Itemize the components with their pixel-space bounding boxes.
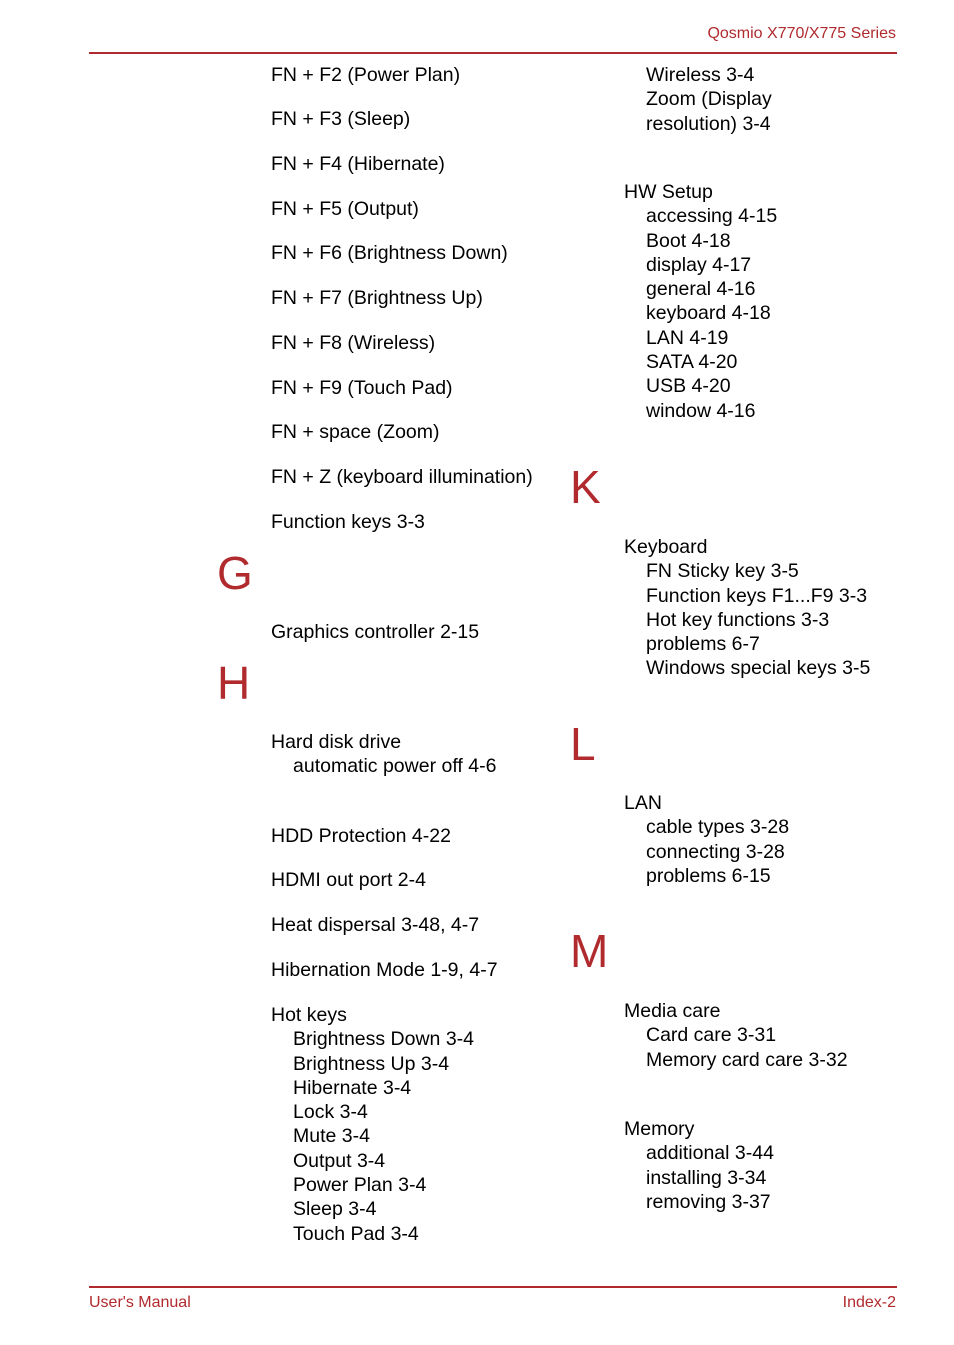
index-entry: HDMI out port 2-4 [271,869,426,891]
section-letter-k: K [570,461,601,513]
index-subentry: installing 3-34 [646,1166,767,1189]
section-letter-h: H [217,657,251,709]
index-subentry: Memory card care 3-32 [646,1048,848,1071]
footer-manual-title: User's Manual [89,1294,191,1311]
index-subentry: problems 6-7 [646,633,760,656]
index-subentry: Function keys F1...F9 3-3 [646,584,868,607]
index-subentry: accessing 4-15 [646,205,778,228]
index-subentry: Windows special keys 3-5 [646,657,871,680]
index-subentry: Card care 3-31 [646,1024,777,1047]
index-entry: FN + F8 (Wireless) [271,332,436,354]
index-entry: Heat dispersal 3-48, 4-7 [271,914,480,936]
index-entry: FN + space (Zoom) [271,421,440,443]
index-entry: Hibernation Mode 1-9, 4-7 [271,959,498,981]
index-entry: HDD Protection 4-22 [271,825,451,847]
footer-page-number: Index-2 [842,1294,896,1311]
index-subentry: connecting 3-28 [646,840,785,863]
index-subentry: SATA 4-20 [646,351,738,374]
index-entry-group [624,535,870,681]
index-subentry: Brightness Up 3-4 [293,1052,450,1075]
index-entry: FN + F2 (Power Plan) [271,64,461,86]
index-subentry: Power Plan 3-4 [293,1174,427,1197]
index-entry: FN + F6 (Brightness Down) [271,242,508,264]
index-entry: FN + F9 (Touch Pad) [271,377,453,399]
index-subentry: Hot key functions 3-3 [646,608,830,631]
index-subentry: Zoom (Display [646,88,772,111]
index-entry: FN + F7 (Brightness Up) [271,287,483,309]
index-subentry: Mute 3-4 [293,1125,370,1148]
index-entry-group [271,730,496,779]
running-header: Qosmio X770/X775 Series [707,25,896,42]
index-entry-group [624,791,789,888]
index-subentry: display 4-17 [646,253,752,276]
index-subentry: general 4-16 [646,278,756,301]
index-subentry: keyboard 4-18 [646,302,771,325]
index-subentry: Boot 4-18 [646,229,731,252]
index-entry-title: Media care [624,1000,721,1022]
index-entry: FN + F4 (Hibernate) [271,153,445,175]
index-entry: FN + F5 (Output) [271,198,419,220]
index-entry: FN + Z (keyboard illumination) [271,466,533,488]
index-subentry: Touch Pad 3-4 [293,1222,419,1245]
index-subentry: LAN 4-19 [646,326,729,349]
index-entry-continued [624,63,772,136]
index-subentry: Output 3-4 [293,1149,386,1172]
index-subentry: Wireless 3-4 [646,64,755,86]
section-letter-m: M [570,925,609,977]
index-entry-title: LAN [624,792,662,814]
section-letter-g: G [217,547,253,599]
index-entry: FN + F3 (Sleep) [271,108,411,130]
index-entry-title: Hard disk drive [271,731,402,753]
index-subentry: additional 3-44 [646,1142,774,1165]
index-subentry: window 4-16 [646,399,756,422]
index-subentry: cable types 3-28 [646,816,790,839]
index-subentry: Hibernate 3-4 [293,1076,412,1099]
index-entry-group [271,1003,474,1246]
index-subentry: resolution) 3-4 [646,112,771,135]
index-subentry: automatic power off 4-6 [293,755,497,778]
index-subentry: Brightness Down 3-4 [293,1028,475,1051]
index-subentry: Lock 3-4 [293,1101,368,1124]
index-entry: Graphics controller 2-15 [271,621,480,643]
index-entry-group [624,999,848,1072]
index-subentry: removing 3-37 [646,1190,771,1213]
section-letter-l: L [570,718,596,770]
footer-rule [89,1286,897,1288]
index-entry-title: HW Setup [624,181,713,203]
index-subentry: FN Sticky key 3-5 [646,560,799,583]
index-entry-group [624,1117,774,1214]
index-entry-title: Hot keys [271,1004,347,1026]
index-entry-group [624,180,777,423]
index-subentry: problems 6-15 [646,864,771,887]
header-rule [89,52,897,54]
index-entry-title: Memory [624,1118,695,1140]
index-subentry: USB 4-20 [646,375,731,398]
index-entry-title: Keyboard [624,536,708,558]
index-entry: Function keys 3-3 [271,511,425,533]
index-subentry: Sleep 3-4 [293,1198,377,1221]
